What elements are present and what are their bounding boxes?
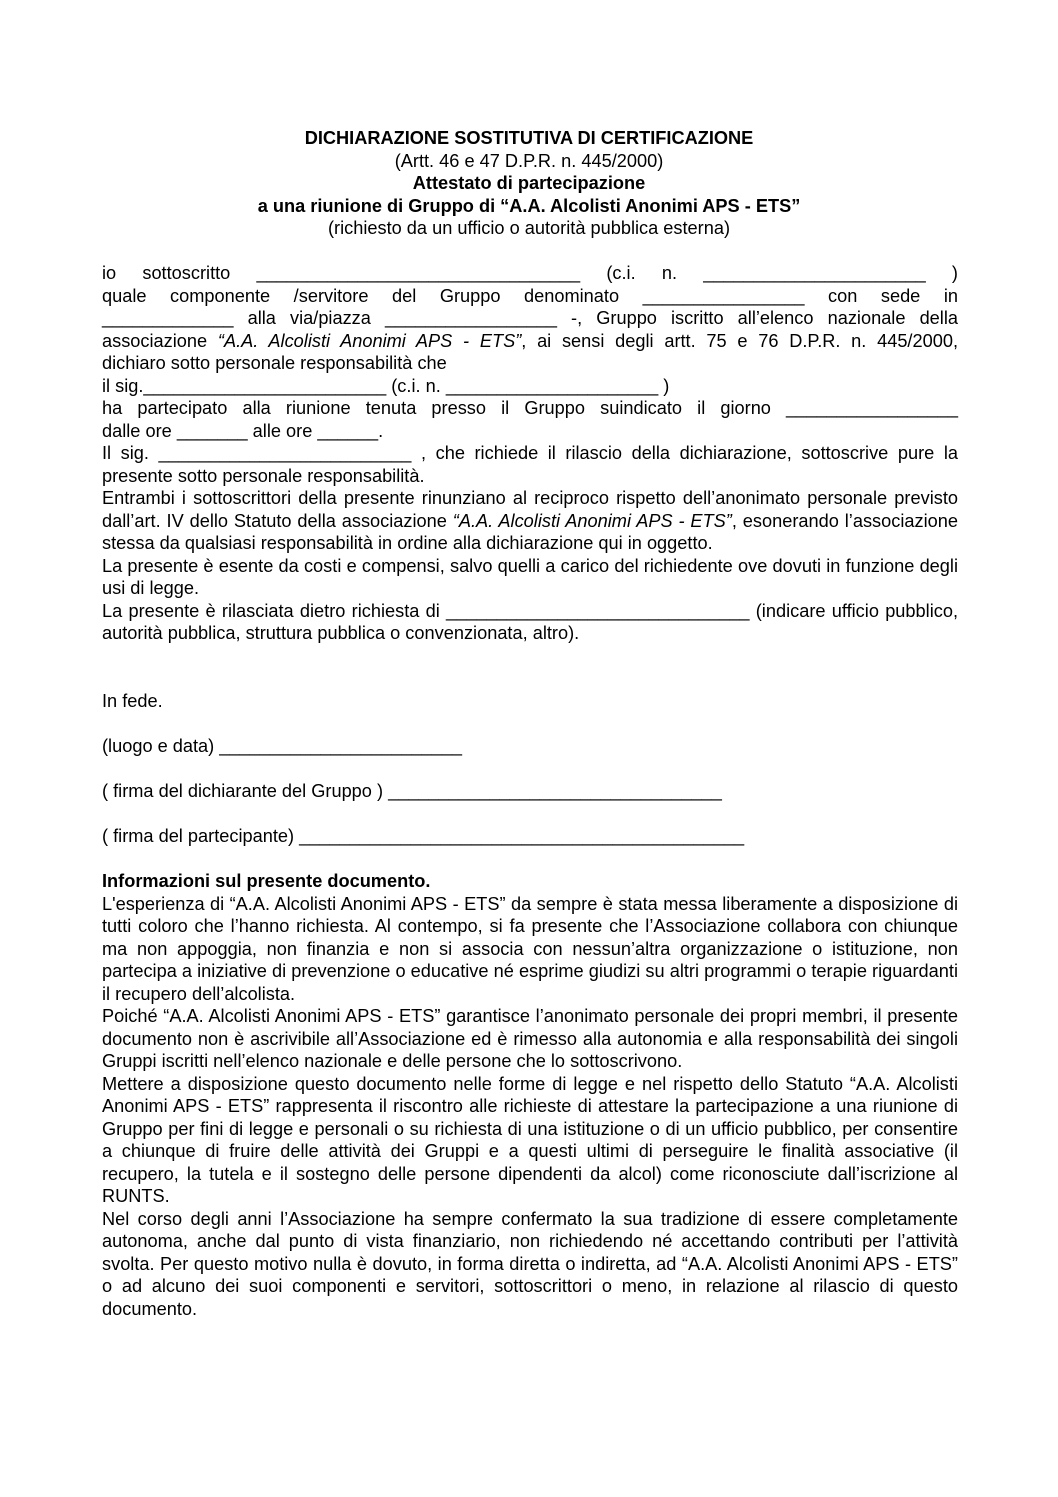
form-line-declaration: dichiaro sotto personale responsabilità che: [102, 353, 447, 373]
declarant-signature-field: ( firma del dichiarante del Gruppo ) _________________________________: [102, 781, 722, 801]
form-text: , ai sensi degli artt. 75 e 76 D.P.R. n. 445/2000,: [521, 330, 959, 351]
document-subtitle-2: a una riunione di Gruppo di “A.A. Alcolisti Anonimi APS - ETS”: [257, 195, 801, 216]
place-date-field: (luogo e data) ________________________: [102, 736, 463, 756]
form-line-group: quale componente /servitore del Gruppo denominato ________________ con sede in: [102, 285, 958, 306]
form-paragraph-requester: La presente è rilasciata dietro richiesta di ______________________________ (indicare ufficio pubblico, autorità pubblica, struttura pubblica o convenzionata, altro).: [102, 600, 958, 643]
form-text: , esonerando l’associazione stessa da qualsiasi responsabilità in ordine alla dichiarazione qui in oggetto.: [102, 510, 958, 553]
form-paragraph-costs: La presente è esente da costi e compensi, salvo quelli a carico del richiedente ove dovuti in funzione degli usi di legge.: [102, 555, 958, 598]
form-line-hours: dalle ore _______ alle ore ______.: [102, 420, 384, 441]
info-heading: Informazioni sul presente documento.: [102, 871, 431, 891]
form-paragraph-participant-signature: Il sig. _________________________ , che richiede il rilascio della dichiarazione, sottoscrive pure la presente sotto personale responsabilità.: [102, 443, 958, 486]
request-note: (richiesto da un ufficio o autorità pubblica esterna): [327, 218, 731, 238]
info-paragraph: Poiché “A.A. Alcolisti Anonimi APS - ETS” garantisce l’anonimato personale dei propri membri, il presente documento non è ascrivibile all’Associazione ed è rimesso alla autonomia e alla responsabilità dei singoli Gruppi iscritti nell’elenco nazionale e delle persone che lo sottoscrivono.: [102, 1006, 958, 1071]
info-paragraph: Nel corso degli anni l’Associazione ha sempre confermato la sua tradizione di essere completamente autonoma, anche dal punto di vista finanziario, non richiedendo né accettando contributi per l’attività svolta. Per questo motivo nulla è dovuto, in forma diretta o indiretta, ad “A.A. Alcolisti Anonimi APS - ETS” o ad alcuno dei suoi componenti e servitori, sottoscrittori o meno, in relazione al rilascio di questo documento.: [102, 1208, 958, 1319]
association-name: “A.A. Alcolisti Anonimi APS - ETS”: [217, 330, 522, 351]
in-fede: In fede.: [102, 691, 163, 711]
form-line-address: _____________ alla via/piazza _________________ -, Gruppo iscritto all’elenco nazionale della: [102, 308, 958, 328]
info-paragraph: L'esperienza di “A.A. Alcolisti Anonimi APS - ETS” da sempre è stata messa liberamente a disposizione di tutti coloro che l’hanno richiesta. Al contempo, si fa presente che l’Associazione collabora con chiunque ma non appoggia, non finanzia e non si associa con nessun’altra organizzazione o istituzione, non partecipa a iniziative di prevenzione o educative né esprime giudizi su altri programmi o terapie riguardanti il recupero dell’alcolista.: [102, 893, 958, 1004]
form-text: Entrambi i sottoscrittori della presente rinunziano al reciproco rispetto dell’anonimato personale previsto dall’art. IV dello Statuto della associazione: [102, 488, 958, 531]
form-line-date: ha partecipato alla riunione tenuta presso il Gruppo suindicato il giorno _________________: [102, 398, 958, 418]
form-line-association: [102, 330, 958, 353]
form-paragraph-anonymity: [102, 487, 958, 555]
document-info-section: [102, 870, 958, 1320]
participant-signature-field: ( firma del partecipante) ____________________________________________: [102, 826, 745, 846]
form-line-participant: il sig.________________________ (c.i. n. _____________________ ): [102, 375, 670, 396]
document-header: [0, 127, 1058, 240]
legal-reference: (Artt. 46 e 47 D.P.R. n. 445/2000): [394, 150, 664, 171]
info-paragraph: Mettere a disposizione questo documento nelle forme di legge e nel rispetto dello Statuto “A.A. Alcolisti Anonimi APS - ETS” rappresenta il riscontro alle richieste di attestare la partecipazione a una riunione di Gruppo per fini di legge e personali o su richiesta di una istituzione o di un ufficio pubblico, per consentire a chiunque di fruire delle attività dei Gruppi e a questi ultimi di perseguire le finalità associative (il recupero, la tutela e il sostegno delle persone dipendenti da alcol) come riconosciute dall’iscrizione al RUNTS.: [102, 1073, 958, 1206]
document-subtitle: Attestato di partecipazione: [412, 173, 646, 193]
association-name: “A.A. Alcolisti Anonimi APS - ETS”: [452, 510, 732, 531]
form-text: associazione: [102, 330, 218, 351]
declaration-form: [102, 262, 958, 645]
form-line-subscriber: io sottoscritto ________________________________ (c.i. n. ______________________ ): [102, 263, 958, 283]
document-title: DICHIARAZIONE SOSTITUTIVA DI CERTIFICAZIONE: [304, 128, 754, 148]
